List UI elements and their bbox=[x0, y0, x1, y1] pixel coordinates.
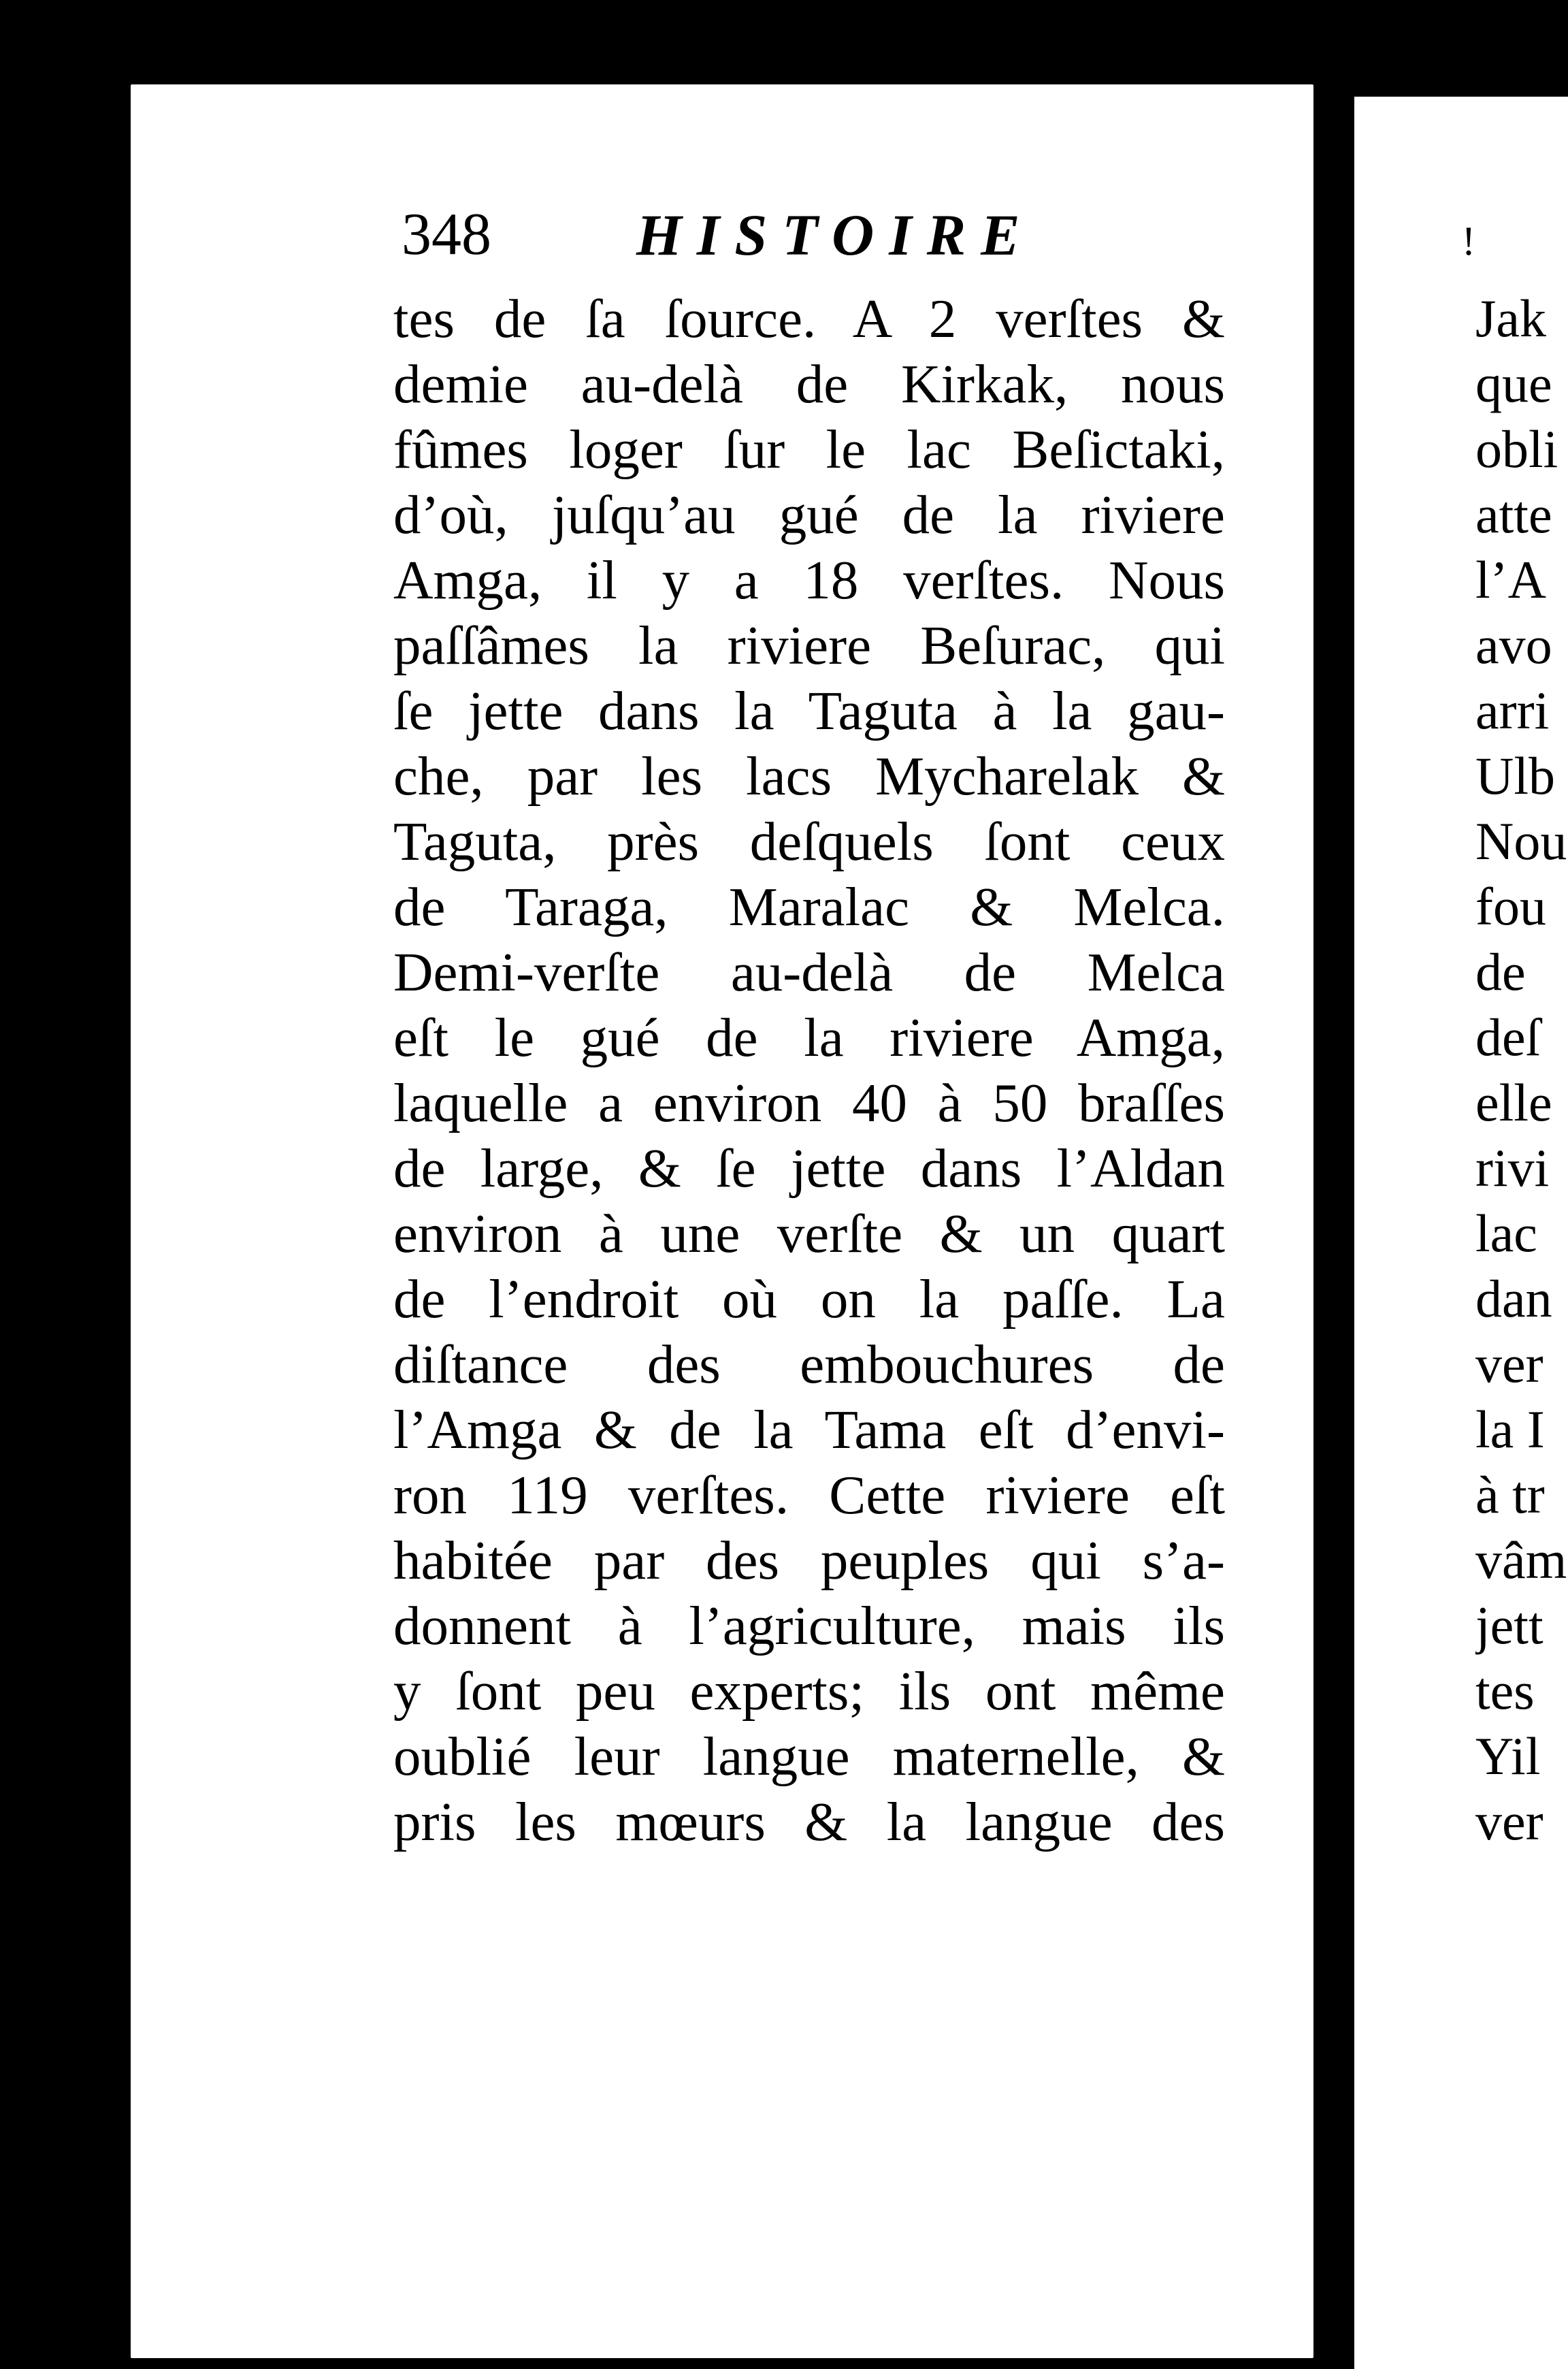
right-text-line: jett bbox=[1475, 1596, 1544, 1655]
text-line: demie au-delà de Kirkak, nous bbox=[393, 353, 1225, 415]
right-text-line: tes bbox=[1475, 1661, 1535, 1720]
text-line: Taguta, près deſquels ſont ceux bbox=[393, 811, 1225, 872]
text-line: y ſont peu experts; ils ont même bbox=[393, 1660, 1225, 1722]
right-text-line: rivi bbox=[1475, 1138, 1550, 1197]
page-number: 348 bbox=[402, 202, 491, 268]
text-line: Demi-verſte au-delà de Melca bbox=[393, 941, 1225, 1003]
text-line: laquelle a environ 40 à 50 braſſes bbox=[393, 1072, 1225, 1133]
right-text-line: l’A bbox=[1475, 550, 1546, 609]
right-text-line: deſ bbox=[1475, 1008, 1541, 1067]
right-text-line: elle bbox=[1475, 1073, 1552, 1132]
right-text-line: ver bbox=[1475, 1792, 1544, 1851]
right-text-line: dan bbox=[1475, 1269, 1552, 1328]
text-line: d’où, juſqu’au gué de la riviere bbox=[393, 484, 1225, 545]
text-line: diſtance des embouchures de bbox=[393, 1334, 1225, 1395]
right-text-line: Ulb bbox=[1475, 746, 1555, 805]
right-text-line: avo bbox=[1475, 615, 1552, 675]
right-text-line: Jak bbox=[1475, 289, 1546, 348]
text-line: ron 119 verſtes. Cette riviere eſt bbox=[393, 1464, 1225, 1526]
right-text-line: vâm bbox=[1475, 1530, 1567, 1590]
right-text-line: ver bbox=[1475, 1334, 1544, 1393]
text-line: ſe jette dans la Taguta à la gau- bbox=[393, 680, 1225, 741]
right-text-line: Yil bbox=[1475, 1726, 1541, 1786]
text-line: pris les mœurs & la langue des bbox=[393, 1791, 1225, 1852]
right-text-line: fou bbox=[1475, 877, 1546, 936]
right-page-text bbox=[1475, 286, 1568, 1854]
running-head: HISTOIRE bbox=[636, 202, 1035, 268]
text-line: de large, & ſe jette dans l’Aldan bbox=[393, 1138, 1225, 1199]
book-spine bbox=[1313, 102, 1354, 2369]
right-text-line: à tr bbox=[1475, 1465, 1545, 1524]
text-line: che, par les lacs Mycharelak & bbox=[393, 745, 1225, 807]
right-text-line: arri bbox=[1475, 681, 1550, 740]
text-line: donnent à l’agriculture, mais ils bbox=[393, 1595, 1225, 1656]
right-text-line: atte bbox=[1475, 485, 1552, 544]
body-text bbox=[393, 286, 1225, 1854]
text-line: eſt le gué de la riviere Amga, bbox=[393, 1007, 1225, 1068]
text-line: tes de ſa ſource. A 2 verſtes & bbox=[393, 288, 1225, 349]
text-line: de l’endroit où on la paſſe. La bbox=[393, 1268, 1225, 1329]
text-line: environ à une verſte & un quart bbox=[393, 1203, 1225, 1264]
right-page-mark: ! bbox=[1462, 219, 1475, 263]
right-text-line: obli bbox=[1475, 419, 1558, 479]
right-text-line: la I bbox=[1475, 1400, 1545, 1459]
text-line: paſſâmes la riviere Beſurac, qui bbox=[393, 615, 1225, 676]
right-text-line: lac bbox=[1475, 1204, 1537, 1263]
text-line: Amga, il y a 18 verſtes. Nous bbox=[393, 549, 1225, 611]
right-text-line: que bbox=[1475, 354, 1552, 413]
text-line: habitée par des peuples qui s’a- bbox=[393, 1530, 1225, 1591]
text-line: l’Amga & de la Tama eſt d’envi- bbox=[393, 1399, 1225, 1460]
right-text-line: de bbox=[1475, 942, 1526, 1001]
text-line: de Taraga, Maralac & Melca. bbox=[393, 876, 1225, 937]
text-line: fûmes loger ſur le lac Beſictaki, bbox=[393, 419, 1225, 480]
right-text-line: Nou bbox=[1475, 811, 1567, 871]
page-header bbox=[402, 197, 1171, 272]
text-line: oublié leur langue maternelle, & bbox=[393, 1726, 1225, 1787]
